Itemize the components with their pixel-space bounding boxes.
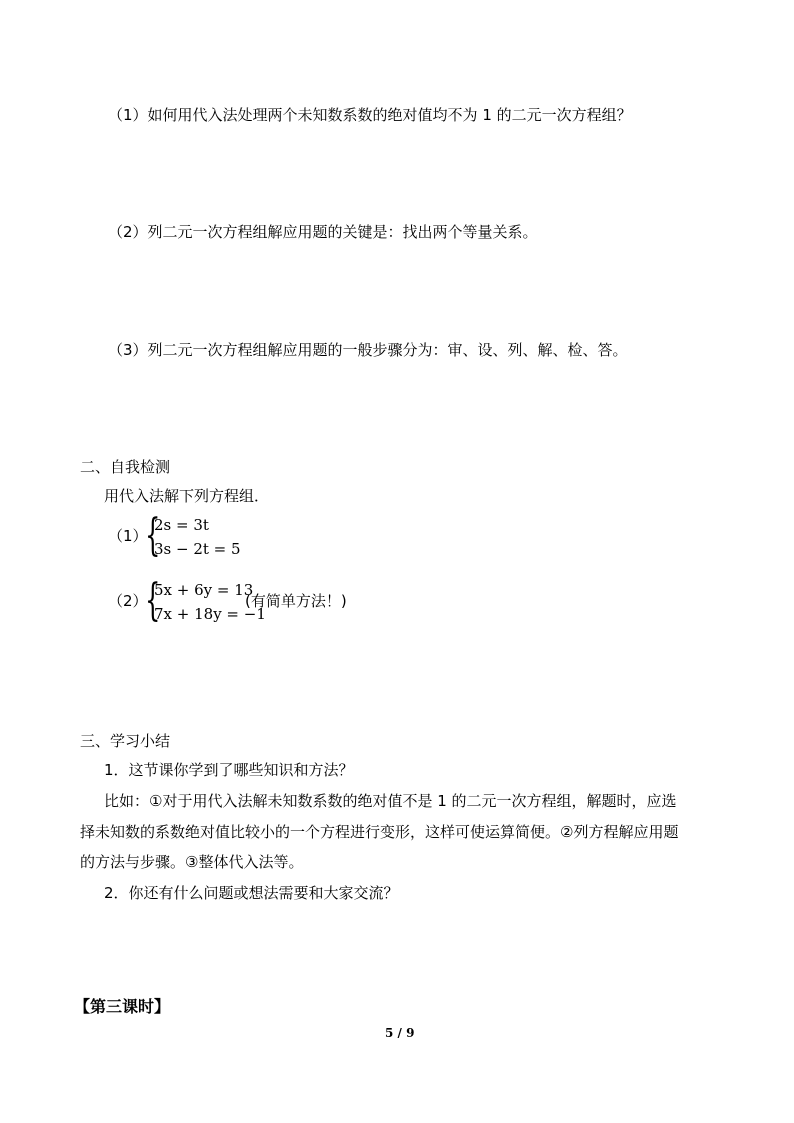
section-title-summary: 三、学习小结 [80, 732, 171, 750]
equation-2b: 7x + 18y = −1 [154, 605, 266, 623]
summary-answer-line-2: 择未知数的系数绝对值比较小的一个方程进行变形，这样可使运算简便。②列方程解应用题 [80, 823, 679, 841]
brace-icon: { [145, 575, 161, 626]
lesson-heading: 【第三课时】 [74, 997, 171, 1016]
equation-system-2 [145, 575, 266, 627]
summary-question-1: 1．这节课你学到了哪些知识和方法？ [104, 761, 354, 779]
equation-2a: 5x + 6y = 13 [154, 581, 254, 599]
page-number: 5 / 9 [385, 1026, 415, 1040]
brace-icon: { [145, 510, 161, 561]
problem-2-label: （2） [108, 592, 148, 610]
problem-1-label: （1） [108, 527, 148, 545]
review-item-2: （2）列二元一次方程组解应用题的关键是：找出两个等量关系。 [108, 223, 538, 241]
section-title-self-check: 二、自我检测 [80, 458, 171, 476]
equation-system-1 [145, 510, 285, 562]
equation-1a: 2s = 3t [154, 516, 209, 534]
summary-answer-line-1: 比如：①对于用代入法解未知数系数的绝对值不是 1 的二元一次方程组，解题时，应选 [104, 792, 677, 810]
summary-question-2: 2．你还有什么问题或想法需要和大家交流？ [104, 884, 399, 902]
self-check-instruction: 用代入法解下列方程组． [104, 487, 270, 505]
problem-2-note: (有简单方法！) [245, 592, 347, 610]
review-item-1: （1）如何用代入法处理两个未知数系数的绝对值均不为 1 的二元一次方程组？ [108, 106, 632, 124]
equation-1b: 3s − 2t = 5 [154, 540, 241, 558]
summary-answer-line-3: 的方法与步骤。③整体代入法等。 [80, 853, 304, 871]
review-item-3: （3）列二元一次方程组解应用题的一般步骤分为：审、设、列、解、检、答。 [108, 341, 628, 359]
